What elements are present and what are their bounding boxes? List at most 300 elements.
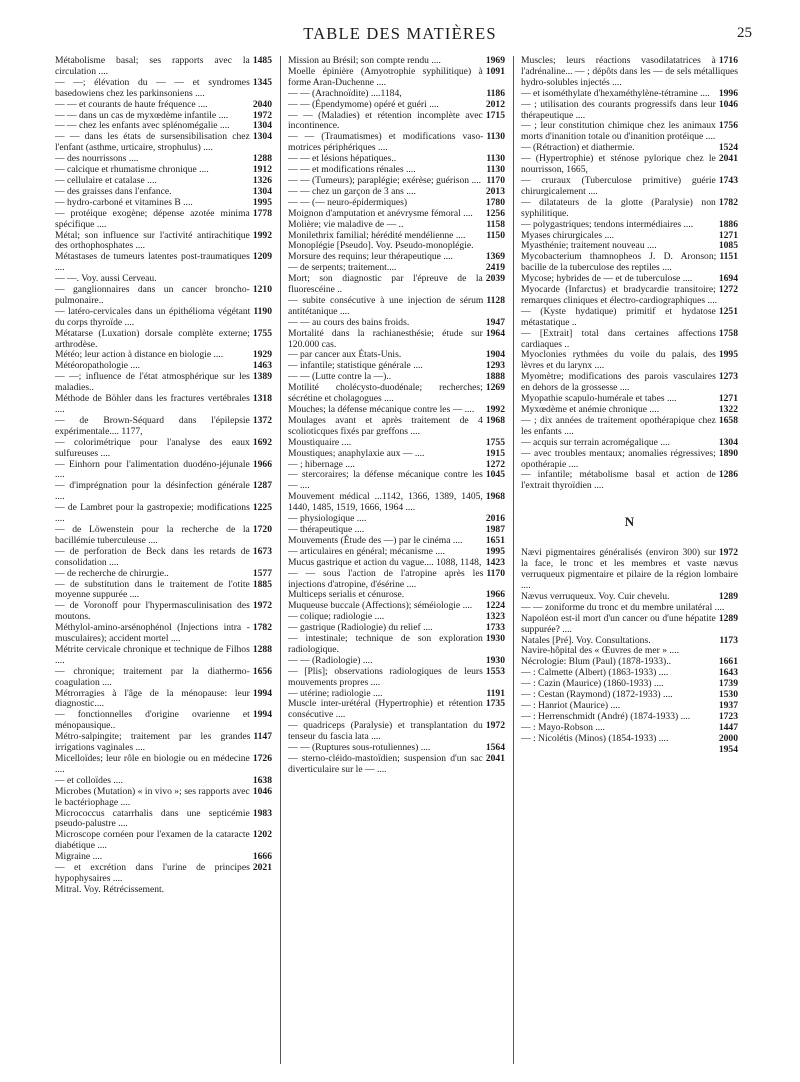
- entry-text: Myoclonies rythmées du voile du palais, des lèvres et du larynx ....: [521, 349, 716, 372]
- entry-text: — : Herrenschmidt (André) (1874-1933) ....: [521, 710, 691, 722]
- entry-page-ref: 2000: [718, 732, 738, 744]
- entry-text: — : Calmette (Albert) (1863-1933) ....: [521, 667, 669, 679]
- entry-text: — par cancer aux États-Unis.: [288, 349, 402, 361]
- entry-page-ref: 1992: [485, 404, 505, 415]
- entry-text: Monilethrix familial; hérédité mendélienne ....: [288, 229, 466, 241]
- entry-text: Métrite cervicale chronique et technique de Filhos ....: [55, 643, 250, 666]
- entry-page-ref: 1256: [485, 207, 505, 219]
- entry-text: — —; élévation du — — et syndromes basedowiens chez les parkinsoniens ....: [55, 76, 250, 99]
- entry-page-ref: 1643: [718, 667, 738, 679]
- section-letter: N: [624, 514, 635, 530]
- entry-text: — avec troubles mentaux; anomalies régressives; opothérapie ....: [521, 447, 716, 470]
- entry-page-ref: 2021: [252, 862, 272, 874]
- index-entry: [55, 645, 272, 667]
- entry-text: — — (Ruptures sous-rotuliennes) ....: [288, 742, 431, 754]
- entry-page-ref: 1972: [252, 109, 272, 121]
- index-entry: [521, 734, 738, 745]
- entry-page-ref: 1190: [253, 305, 272, 317]
- entry-page-ref: 1915: [485, 447, 505, 459]
- entry-page-ref: 1930: [485, 654, 505, 666]
- entry-text: Motilité cholécysto-duodénale; recherches; sécrétine et cholagogues ....: [288, 382, 483, 405]
- index-entry: [521, 121, 738, 143]
- entry-page-ref: 1130: [486, 164, 505, 176]
- entry-text: — utérine; radiologie ....: [288, 687, 383, 699]
- index-entry: [55, 710, 272, 732]
- entry-page-ref: 1733: [485, 622, 505, 634]
- entry-page-ref: 1158: [486, 218, 505, 230]
- index-entry: [288, 667, 505, 689]
- index-entry: [55, 394, 272, 416]
- entry-text: — physiologique ....: [288, 513, 367, 525]
- entry-text: Muscle inter-urétéral (Hypertrophie) et rétention consécutive ....: [288, 698, 483, 721]
- entry-text: Microbes (Mutation) « in vivo »; ses rapports avec le bactériophage ....: [55, 785, 250, 808]
- entry-page-ref: 1888: [485, 371, 505, 383]
- entry-page-ref: 1209: [252, 251, 272, 263]
- entry-page-ref: 2041: [718, 153, 738, 165]
- entry-page-ref: 1323: [485, 611, 505, 623]
- index-entry: [55, 438, 272, 460]
- entry-page-ref: 1994: [252, 687, 272, 699]
- entry-page-ref: 1723: [718, 710, 738, 722]
- entry-page-ref: 1130: [486, 131, 505, 143]
- entry-text: Mouches; la défense mécanique contre les — ....: [288, 404, 475, 415]
- entry-text: — : Cestan (Raymond) (1872-1933) ....: [521, 689, 673, 701]
- entry-page-ref: 2039: [485, 273, 505, 285]
- index-entry: [55, 830, 272, 852]
- entry-page-ref: 1778: [252, 207, 272, 219]
- entry-text: Mission au Brésil; son compte rendu ....: [288, 56, 441, 66]
- entry-page-ref: 1937: [718, 699, 738, 711]
- entry-text: — : Cazin (Maurice) (1860-1933) ....: [521, 678, 664, 690]
- entry-page-ref: 1447: [718, 721, 738, 733]
- entry-page-ref: 1288: [252, 153, 272, 165]
- entry-page-ref: 1947: [485, 316, 505, 328]
- entry-text: — calcique et rhumatisme chronique ....: [55, 164, 209, 176]
- index-entry: [521, 548, 738, 592]
- entry-text: — cruraux (Tuberculose primitive) guérie chirurgicalement ....: [521, 174, 716, 197]
- index-entry: [55, 623, 272, 645]
- entry-text: — hydro-carboné et vitamines B ....: [55, 196, 193, 208]
- entry-page-ref: 1045: [485, 469, 505, 481]
- entry-page-ref: 1966: [485, 589, 505, 601]
- entry-text: — intestinale; technique de son exploration radiologique.: [288, 633, 483, 655]
- entry-text: Méthylol-amino-arsénophénol (Injections intra - musculaires); accident mortel ....: [55, 622, 250, 645]
- entry-page-ref: 1271: [718, 229, 738, 241]
- entry-text: Myasthénie; traitement nouveau ....: [521, 240, 657, 252]
- entry-text: — des nourrissons ....: [55, 153, 139, 165]
- index-entry: [55, 863, 272, 885]
- index-entry: [288, 634, 505, 656]
- entry-text: Myopathie scapulo-humérale et tabes ....: [521, 393, 677, 405]
- entry-text: — (Hypertrophie) et sténose pylorique chez le nourrisson, 1665,: [521, 153, 716, 176]
- entry-page-ref: 1782: [252, 622, 272, 634]
- index-entry: [55, 481, 272, 503]
- entry-text: Micrococcus catarrhalis dans une septicémie pseudo-palustre ....: [55, 807, 250, 830]
- entry-text: Méthode de Böhler dans les fractures vertébrales ....: [55, 393, 250, 415]
- index-entry: [521, 449, 738, 471]
- entry-text: — polygastriques; tendons intermédiaires ....: [521, 218, 694, 230]
- entry-page-ref: 1530: [718, 689, 738, 701]
- entry-text: Mycose; hybrides de — et de tuberculose ....: [521, 273, 693, 285]
- index-columns: [55, 56, 755, 1066]
- entry-page-ref: 1885: [252, 578, 272, 590]
- index-entry: [521, 416, 738, 438]
- index-entry: [55, 689, 272, 711]
- entry-text: — ; dix années de traitement opothérapique chez les enfants ....: [521, 414, 716, 437]
- entry-page-ref: 1326: [252, 174, 272, 186]
- entry-text: Micelloïdes; leur rôle en biologie ou en médecine ....: [55, 753, 250, 775]
- entry-text: Nécrologie: Blum (Paul) (1878-1933)..: [521, 656, 672, 668]
- entry-page-ref: 1173: [719, 634, 738, 646]
- entry-page-ref: 1661: [718, 656, 738, 668]
- entry-text: — de Löwenstein pour la recherche de la bacillémie tuberculeuse ....: [55, 523, 250, 546]
- entry-page-ref: 1743: [718, 174, 738, 186]
- entry-text: — colique; radiologie ....: [288, 611, 385, 623]
- column-divider: [513, 56, 514, 1064]
- entry-page-ref: 1994: [252, 709, 272, 721]
- entry-text: — de substitution dans le traitement de l'otite moyenne suppurée ....: [55, 578, 250, 601]
- entry-page-ref: 1992: [252, 229, 272, 241]
- entry-text: — protéique exogène; dépense azotée minima spécifique ....: [55, 207, 250, 230]
- entry-page-ref: 1272: [718, 284, 738, 296]
- index-entry: [55, 416, 272, 438]
- index-entry: [55, 329, 272, 351]
- entry-text: Mortalité dans la rachianesthésie; étude sur 120.000 cas.: [288, 327, 483, 350]
- entry-page-ref: 1269: [485, 382, 505, 394]
- entry-text: Moustiques; anaphylaxie aux — ....: [288, 447, 425, 459]
- entry-text: Mucus gastrique et action du vague.... 1088, 1148,: [288, 556, 482, 568]
- entry-page-ref: 1273: [718, 371, 738, 383]
- entry-text: — — (— neuro-épidermiques): [288, 196, 408, 208]
- entry-page-ref: 1739: [718, 678, 738, 690]
- entry-text: — — zoniforme du tronc et du membre unilatéral ....: [521, 601, 725, 613]
- index-entry: [521, 470, 738, 492]
- entry-page-ref: 1930: [485, 633, 505, 645]
- entry-page-ref: 1553: [485, 665, 505, 677]
- entry-page-ref: 1369: [485, 251, 505, 263]
- index-entry: [288, 67, 505, 89]
- entry-page-ref: 1638: [252, 774, 272, 786]
- entry-text: — articulaires en général; mécanisme ....: [288, 545, 445, 557]
- entry-text: — ; utilisation des courants progressifs dans leur thérapeutique ....: [521, 98, 716, 121]
- index-entry: [55, 601, 272, 623]
- entry-text: Moelle épinière (Amyotrophie syphilitique) à forme Aran-Duchenne ....: [288, 65, 483, 88]
- entry-page-ref: 1272: [485, 458, 505, 470]
- entry-page-ref: 1995: [718, 349, 738, 361]
- entry-text: — — (Radiologie) ....: [288, 654, 373, 666]
- entry-page-ref: 1996: [718, 87, 738, 99]
- index-entry: [55, 231, 272, 253]
- index-entry: [55, 503, 272, 525]
- entry-text: — ganglionnaires dans un cancer broncho-pulmonaire..: [55, 284, 250, 306]
- entry-text: — ; leur constitution chimique chez les animaux morts d'inanition totale ou d'inanition protéique ....: [521, 120, 716, 143]
- entry-text: — (Rétraction) et diathermie.: [521, 142, 635, 154]
- entry-page-ref: 1463: [252, 360, 272, 372]
- entry-page-ref: 1966: [252, 458, 272, 470]
- entry-page-ref: 1726: [252, 753, 272, 764]
- entry-page-ref: 1755: [252, 327, 272, 339]
- entry-text: — infantile; métabolisme basal et action de l'extrait thyroïdien ....: [521, 469, 716, 492]
- index-entry: [288, 329, 505, 351]
- entry-page-ref: 1304: [718, 436, 738, 448]
- index-entry: [288, 416, 505, 438]
- entry-text: — thérapeutique ....: [288, 523, 365, 535]
- index-entry: [288, 383, 505, 405]
- entry-page-ref: 1912: [252, 164, 272, 176]
- entry-page-ref: 1251: [718, 305, 738, 317]
- index-entry: [521, 56, 738, 89]
- entry-page-ref: 1186: [486, 87, 505, 99]
- entry-page-ref: 1755: [485, 436, 505, 448]
- index-block-muscles: [521, 56, 738, 492]
- entry-page-ref: 1046: [252, 785, 272, 797]
- entry-page-ref: 1345: [252, 76, 272, 88]
- entry-text: — subite consécutive à une injection de sérum antitétanique ....: [288, 294, 484, 317]
- index-entry: [521, 252, 738, 274]
- entry-text: — : Mayo-Robson ....: [521, 721, 605, 733]
- page-header: [40, 24, 760, 48]
- index-entry: [55, 209, 272, 231]
- entry-page-ref: 1651: [485, 534, 505, 546]
- entry-text: — — au cours des bains froids.: [288, 316, 410, 328]
- entry-page-ref: 1983: [252, 807, 272, 819]
- entry-page-ref: 1304: [252, 185, 272, 197]
- index-entry: [521, 614, 738, 636]
- entry-page-ref: 1929: [252, 349, 272, 361]
- entry-text: — de recherche de chirurgie..: [55, 567, 169, 579]
- entry-text: Multiceps serialis et cénurose.: [288, 589, 405, 601]
- index-block-n: [521, 547, 738, 755]
- index-entry: [55, 885, 272, 896]
- entry-text: — —. Voy. aussi Cerveau.: [55, 273, 157, 285]
- entry-text: — colorimétrique pour l'analyse des eaux sulfureuses ....: [55, 436, 250, 459]
- entry-page-ref: 1271: [718, 393, 738, 405]
- index-entry: [55, 56, 272, 78]
- entry-text: — dilatateurs de la glotte (Paralysie) non syphilitique.: [521, 196, 716, 219]
- entry-page-ref: 1524: [718, 142, 738, 154]
- entry-text: — — (Maladies) et rétention incomplète avec incontinence.: [288, 109, 483, 132]
- index-column-right: [521, 56, 738, 1066]
- entry-text: Microscope cornéen pour l'examen de la cataracte diabétique ....: [55, 829, 250, 852]
- entry-page-ref: 1389: [252, 371, 272, 383]
- index-entry: [55, 252, 272, 274]
- page-number: 25: [737, 25, 752, 41]
- entry-text: — —; influence de l'état atmosphérique sur les maladies..: [55, 371, 250, 394]
- entry-text: — et colloïdes ....: [55, 774, 123, 786]
- entry-text: — — et courants de haute fréquence ....: [55, 98, 208, 110]
- entry-text: Mycobacterium thamnopheos J. D. Aronson; bacille de la tuberculose des reptiles ....: [521, 251, 717, 274]
- entry-page-ref: 1289: [718, 590, 738, 602]
- entry-text: — cellulaire et catalase ....: [55, 174, 157, 186]
- index-entry: [521, 307, 738, 329]
- entry-text: — : Nicolétis (Minos) (1854-1933) ....: [521, 732, 669, 744]
- entry-page-ref: 1890: [718, 447, 738, 459]
- entry-page-ref: 1972: [718, 547, 738, 559]
- entry-text: — et excrétion dans l'urine de principes hypophysaires ....: [55, 862, 250, 884]
- index-entry: [55, 132, 272, 154]
- entry-page-ref: 1046: [718, 98, 738, 110]
- entry-page-ref: 1968: [485, 414, 505, 426]
- entry-page-ref: 1091: [485, 65, 505, 77]
- entry-text: Monoplégie [Pseudo]. Voy. Pseudo-monoplégie.: [288, 240, 474, 252]
- entry-text: — infantile; statistique générale ....: [288, 360, 423, 372]
- entry-text: — — dans les états de sursensibilisation chez l'enfant (asthme, urticaire, strophulus) ....: [55, 131, 250, 154]
- entry-page-ref: 1304: [252, 120, 272, 132]
- entry-text: — — et modifications rénales ....: [288, 164, 416, 176]
- entry-page-ref: 2419: [485, 262, 505, 274]
- entry-text: — de perforation de Beck dans les retards de consolidation ....: [55, 545, 250, 568]
- entry-text: Nævi pigmentaires généralisés (environ 300) sur la face, le tronc et les membres et vaste nævus verruqueux pigmentaire et pilaire de la région lombaire ....: [521, 547, 738, 591]
- entry-page-ref: 1972: [252, 600, 272, 612]
- entry-text: — — sous l'action de l'atropine après les injections d'atropine, d'ésérine ....: [288, 567, 484, 590]
- entry-text: Myases chirurgicales ....: [521, 229, 615, 241]
- index-entry: [288, 111, 505, 133]
- entry-page-ref: 2040: [252, 98, 272, 110]
- entry-page-ref: 1969: [485, 56, 505, 66]
- index-entry: [521, 176, 738, 198]
- index-entry: [288, 569, 505, 591]
- entry-page-ref: 1715: [485, 109, 505, 121]
- index-entry: [288, 721, 505, 743]
- entry-page-ref: 1756: [718, 120, 738, 132]
- entry-text: — — (Épendymome) opéré et guéri ....: [288, 98, 439, 110]
- entry-page-ref: 1904: [485, 349, 505, 361]
- entry-page-ref: 1150: [486, 229, 505, 241]
- entry-text: Napoléon est-il mort d'un cancer ou d'une hépatite suppurée? ....: [521, 612, 716, 635]
- entry-page-ref: 1287: [252, 480, 272, 492]
- entry-text: — de serpents; traitement....: [288, 262, 397, 274]
- index-entry: [55, 547, 272, 569]
- index-entry: [55, 78, 272, 100]
- entry-page-ref: 2013: [485, 185, 505, 197]
- entry-page-ref: 1210: [252, 284, 272, 296]
- entry-page-ref: 1151: [719, 251, 738, 263]
- entry-text: Mouvement médical ...1142, 1366, 1389, 1405, 1440, 1485, 1519, 1666, 1964 ....: [288, 491, 483, 514]
- entry-page-ref: 1658: [718, 414, 738, 426]
- entry-page-ref: 1666: [252, 851, 272, 863]
- index-entry: [288, 274, 505, 296]
- entry-text: — d'imprégnation pour la désinfection générale ....: [55, 480, 250, 503]
- entry-text: — latéro-cervicales dans un épithélioma végétant du corps thyroïde ....: [55, 305, 251, 328]
- index-entry: [288, 754, 505, 776]
- index-entry: [55, 307, 272, 329]
- entry-text: Moulages avant et après traitement de 4 scolioticques fixés par greffons ....: [288, 414, 483, 437]
- entry-text: Métatarse (Luxation) dorsale complète externe; arthrodèse.: [55, 327, 250, 350]
- column-divider: [280, 56, 281, 1064]
- entry-page-ref: 1128: [486, 294, 505, 306]
- entry-page-ref: 1692: [252, 436, 272, 448]
- index-entry: [521, 372, 738, 394]
- entry-text: — — (Lutte contre la —)..: [288, 371, 392, 383]
- index-entry: [55, 460, 272, 482]
- entry-page-ref: 1987: [485, 523, 505, 535]
- entry-text: — — (Arachnoïdite) ....1184,: [288, 87, 402, 99]
- index-entry: [288, 699, 505, 721]
- entry-text: Mitral. Voy. Rétrécissement.: [55, 883, 165, 895]
- entry-text: — de Lambret pour la gastropexie; modifications ....: [55, 502, 250, 525]
- entry-text: — fonctionnelles d'origine ovarienne et ménopausique..: [55, 709, 250, 732]
- entry-text: Métro-salpingite; traitement par les grandes irrigations vaginales ....: [55, 731, 251, 754]
- entry-page-ref: 1673: [252, 545, 272, 557]
- entry-page-ref: 1780: [485, 196, 505, 208]
- index-entry: [55, 285, 272, 307]
- entry-page-ref: 2041: [485, 753, 505, 764]
- entry-page-ref: 1995: [485, 545, 505, 557]
- index-entry: [521, 154, 738, 176]
- index-entry: [55, 667, 272, 689]
- entry-page-ref: 1318: [252, 393, 272, 405]
- entry-text: Natales [Pré]. Voy. Consultations.: [521, 634, 651, 646]
- entry-text: — ; hibernage ....: [288, 458, 355, 470]
- index-entry: [55, 809, 272, 831]
- entry-page-ref: 1968: [485, 491, 505, 503]
- entry-text: — acquis sur terrain acromégalique ....: [521, 436, 670, 448]
- entry-page-ref: 1085: [718, 240, 738, 252]
- entry-page-ref: 1293: [485, 360, 505, 372]
- entry-page-ref: 1694: [718, 273, 738, 285]
- entry-page-ref: 1886: [718, 218, 738, 230]
- entry-page-ref: 1288: [252, 643, 272, 655]
- entry-text: Métabolisme basal; ses rapports avec la circulation ....: [55, 56, 250, 77]
- entry-text: — — dans un cas de myxœdème infantile ....: [55, 109, 229, 121]
- index-entry: [55, 372, 272, 394]
- entry-text: — gastrique (Radiologie) du relief ....: [288, 622, 433, 634]
- index-entry: [55, 787, 272, 809]
- entry-text: Métastases de tumeurs latentes post-traumatiques ....: [55, 251, 250, 274]
- entry-text: — chronique; traitement par la diathermo-coagulation ....: [55, 665, 250, 688]
- entry-page-ref: 1656: [252, 665, 272, 677]
- entry-page-ref: 1304: [252, 131, 272, 143]
- entry-text: — stercoraires; la défense mécanique contre les — ....: [288, 469, 483, 492]
- entry-text: — — chez un garçon de 3 ans ....: [288, 185, 416, 197]
- entry-text: Muqueuse buccale (Affections); séméiologie ....: [288, 600, 473, 612]
- entry-text: — (Kyste hydatique) primitif et hydatose métastatique ..: [521, 305, 716, 328]
- entry-text: — et isométhylate d'hexaméthylène-tétramine ....: [521, 87, 710, 99]
- entry-text: Nævus verruqueux. Voy. Cuir chevelu.: [521, 590, 670, 602]
- index-entry: [288, 296, 505, 318]
- index-entry: [288, 132, 505, 154]
- entry-text: — — (Tumeurs); paraplégie; exérèse; guérison ....: [288, 174, 482, 186]
- entry-text: Météo; leur action à distance en biologie ....: [55, 349, 224, 361]
- entry-page-ref: 1130: [486, 153, 505, 165]
- entry-text: — — chez les enfants avec splénomégalie ....: [55, 120, 230, 132]
- entry-page-ref: 1286: [718, 469, 738, 481]
- entry-page-ref: 1964: [485, 327, 505, 339]
- entry-text: Métrorragies à l'âge de la ménopause: leur diagnostic....: [55, 687, 250, 710]
- entry-text: Navire-hôpital des « Œuvres de mer » ....: [521, 645, 679, 657]
- entry-page-ref: 1202: [252, 829, 272, 841]
- entry-page-ref: 1170: [486, 174, 505, 186]
- entry-page-ref: 1170: [486, 567, 505, 579]
- entry-text: Molière; vie maladive de — ..: [288, 218, 404, 230]
- index-entry: [55, 732, 272, 754]
- index-entry: [288, 470, 505, 492]
- index-entry: [521, 329, 738, 351]
- entry-text: Morsure des requins; leur thérapeutique ....: [288, 251, 453, 263]
- entry-text: — de Brown-Séquard dans l'épilepsie expérimentale.... 1177,: [55, 414, 250, 437]
- entry-page-ref: 1577: [252, 567, 272, 579]
- entry-text: Moustiquaire ....: [288, 436, 352, 448]
- index-entry: [521, 285, 738, 307]
- index-entry: [521, 350, 738, 372]
- entry-page-ref: 1289: [718, 612, 738, 624]
- index-entry: [55, 754, 272, 776]
- entry-text: — de Voronoff pour l'hypermasculinisation des moutons.: [55, 600, 250, 623]
- entry-page-ref: 1485: [252, 56, 272, 66]
- index-entry: [288, 492, 505, 514]
- entry-text: — des graisses dans l'enfance.: [55, 185, 172, 197]
- entry-page-ref: 1423: [485, 556, 505, 568]
